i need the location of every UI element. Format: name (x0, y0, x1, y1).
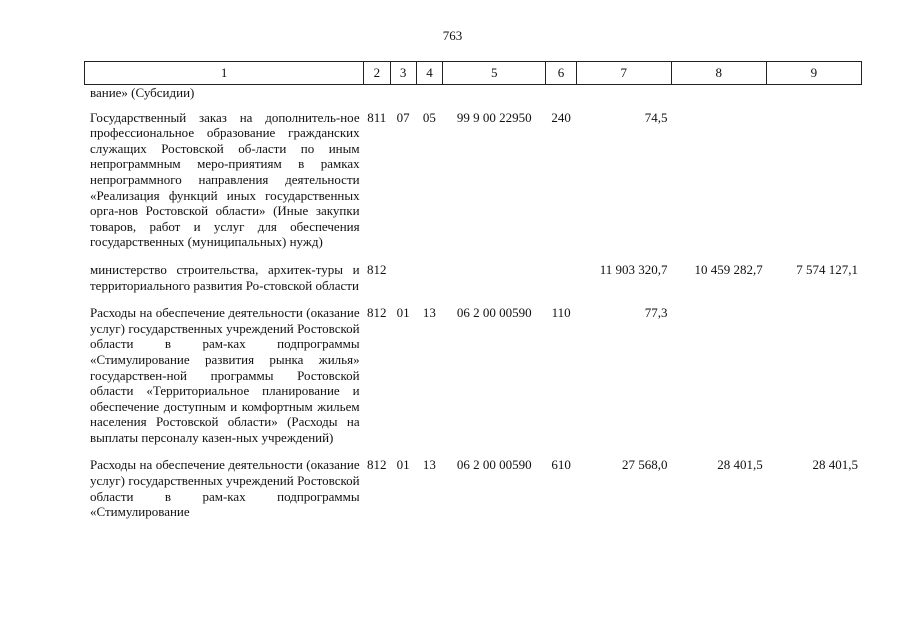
target-article-code (443, 262, 546, 293)
amount-col-9 (767, 110, 862, 250)
budget-table-body (84, 85, 862, 520)
amount-col-9: 7 574 127,1 (796, 261, 858, 277)
amount-col-7: 74,5 (644, 109, 668, 125)
table-row (84, 85, 862, 101)
target-article-code: 99 9 00 22950 (456, 109, 532, 125)
amount-col-9 (767, 305, 862, 445)
table-row (84, 457, 862, 519)
subsection-code: 05 (422, 109, 436, 125)
ministry-code (364, 85, 390, 101)
ministry-code: 811 (367, 109, 387, 125)
column-header: 7 (576, 62, 671, 85)
column-header-row (84, 61, 862, 85)
target-article-code: 06 2 00 00590 (456, 305, 532, 321)
expense-type-code (546, 262, 576, 293)
amount-col-7: 11 903 320,7 (599, 261, 668, 277)
amount-col-8: 28 401,5 (717, 457, 763, 473)
section-code (390, 262, 416, 293)
section-code: 01 (396, 457, 410, 473)
target-article-code: 06 2 00 00590 (456, 457, 532, 473)
amount-col-8 (672, 85, 767, 101)
subsection-code: 13 (422, 305, 436, 321)
subsection-code (416, 85, 442, 101)
subsection-code: 13 (422, 457, 436, 473)
ministry-code: 812 (367, 261, 387, 277)
column-header: 5 (443, 62, 546, 85)
expense-type-code (546, 85, 576, 101)
amount-col-7: 77,3 (644, 305, 668, 321)
table-row (84, 110, 862, 250)
column-header: 4 (416, 62, 442, 85)
section-code (390, 85, 416, 101)
ministry-code: 812 (367, 305, 387, 321)
row-description: Государственный заказ на дополнитель-ное профессиональное образование гражданских служащих Ростовской об-ласти по иным непрограммным меро-приятиям в рамках непрограммного направления деятельности «Реализация функций иных государственных орга-нов Ростовской области» (Иные закупки товаров, работ и услуг для обеспечения государственных (муниципальных) нужд) (90, 109, 360, 250)
table-row (84, 262, 862, 293)
column-header: 2 (364, 62, 390, 85)
amount-col-7 (576, 85, 671, 101)
row-description: Расходы на обеспечение деятельности (оказание услуг) государственных учреждений Ростовской области в рам-ках подпрограммы «Стимулирование (90, 457, 360, 520)
page-number: 763 (442, 28, 463, 43)
amount-col-9 (767, 85, 862, 101)
amount-col-8 (672, 110, 767, 250)
target-article-code (443, 85, 546, 101)
expense-type-code: 110 (551, 305, 571, 321)
amount-col-8 (672, 305, 767, 445)
expense-type-code: 240 (551, 109, 571, 125)
column-header: 1 (85, 62, 364, 85)
column-header: 9 (766, 62, 861, 85)
section-code: 07 (396, 109, 410, 125)
expense-type-code: 610 (551, 457, 571, 473)
row-description: Расходы на обеспечение деятельности (оказание услуг) государственных учреждений Ростовской области в рам-ках подпрограммы «Стимулирование развития рынка жилья» государствен-ной программы Ростовской области «Территориальное планирование и обеспечение доступным и комфортным жильем населения Ростовской области» (Расходы на выплаты персоналу казен-ных учреждений) (90, 305, 360, 445)
row-description: вание» (Субсидии) (90, 85, 195, 100)
row-description: министерство строительства, архитек-туры и территориального развития Ро-стовской области (90, 261, 360, 293)
column-header: 8 (671, 62, 766, 85)
ministry-code: 812 (367, 457, 387, 473)
amount-col-9: 28 401,5 (812, 457, 858, 473)
subsection-code (416, 262, 442, 293)
amount-col-7: 27 568,0 (622, 457, 668, 473)
table-row (84, 305, 862, 445)
amount-col-8: 10 459 282,7 (694, 261, 763, 277)
section-code: 01 (396, 305, 410, 321)
column-header: 3 (390, 62, 416, 85)
column-header: 6 (546, 62, 576, 85)
